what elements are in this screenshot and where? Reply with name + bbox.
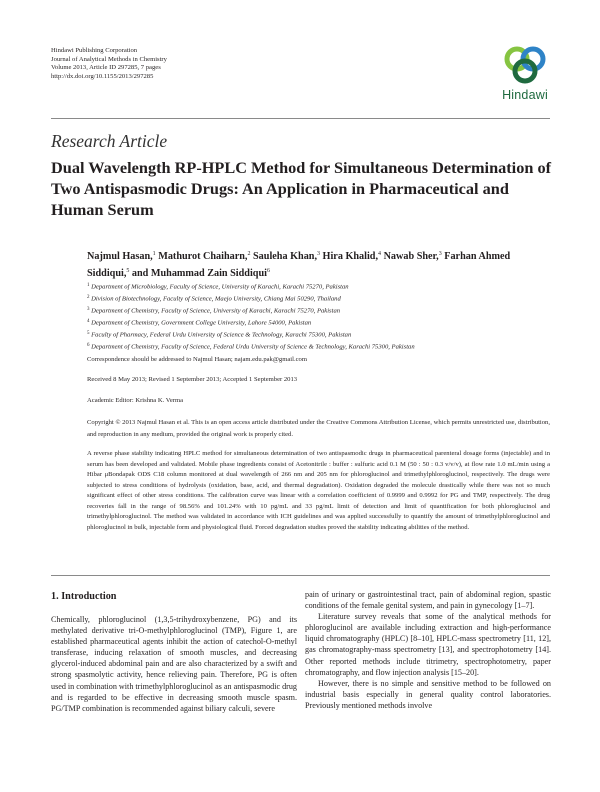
right-column (305, 589, 551, 711)
author-affiliation-mark: 5 (126, 268, 130, 274)
affiliation-item (87, 317, 552, 329)
volume-info: Volume 2013, Article ID 297285, 7 pages (51, 64, 161, 72)
hindawi-logo (497, 45, 553, 102)
left-column (51, 614, 297, 714)
author-affiliation-mark: 4 (378, 251, 382, 257)
header-divider (51, 118, 550, 119)
author-name: Farhan Ahmed Siddiqui, (87, 251, 511, 279)
doi-link[interactable]: http://dx.doi.org/10.1155/2013/297285 (51, 72, 154, 80)
paragraph: However, there is no simple and sensitive method to be followed on industrial basis especially in general quality control laboratories. Previously mentioned methods involve (305, 678, 551, 710)
affiliation-number: 2 (87, 295, 90, 301)
author-affiliation-mark: 3 (438, 251, 442, 257)
affiliation-number: 3 (87, 307, 90, 313)
affiliation-item (87, 281, 552, 293)
author-name: Sauleha Khan, (253, 251, 317, 262)
affiliation-item (87, 329, 552, 341)
author-affiliation-mark: 6 (266, 268, 270, 274)
copyright-notice: Copyright © 2013 Najmul Hasan et al. This is an open access article distributed under the Creative Commons Attribution License, which permits unrestricted use, distribution, and reproduction in any medium, provided the original work is properly cited. (87, 419, 550, 438)
article-dates: Received 8 May 2013; Revised 1 September 2013; Accepted 1 September 2013 (87, 376, 298, 383)
affiliation-item (87, 293, 552, 305)
affiliation-number: 4 (87, 319, 90, 325)
affiliation-list (87, 281, 552, 354)
abstract: A reverse phase stability indicating HPLC method for simultaneous determination of two antispasmodic drugs in pharmaceutical parenteral dosage forms (injectable) and in serum has been developed and validated. Mobile phase ingredients consist of Acetonitrile : buffer : sulfuric acid 0.1 M (50 : 50 : 0.3 v/v/v), at flow rate 1.0 mL/min using a Hibar μBondapak ODS C18 column monitored at dual wavelength of 266 nm and 205 nm for phloroglucinol and trimethylphloroglucinol, respectively. The drugs were subjected to stress conditions of hydrolysis (oxidation, base, acid, and thermal degradation). Oxidation degraded the molecule drastically while there was not so much significant effect of other stress conditions. The calibration curve was linear with a correlation coefficient of 0.9999 and 0.9992 for PG and TMP, respectively. The drug recoveries fall in the range of 98.56% and 101.24% with 10 pg/mL and 33 pg/mL limit of detection and limit of quantification for both phloroglucinol and trimethylphloroglucinol. The method was validated in accordance with ICH guidelines and was applied successfully to quantify the amount of trimethylphloroglucinol and phloroglucinol in bulk, injectable form and physiological fluid. Forced degradation studies proved the stability indicating abilities of the method. (87, 450, 550, 531)
hindawi-logo-icon (502, 45, 548, 85)
journal-header (51, 47, 167, 81)
author-affiliation-mark: 3 (317, 251, 320, 257)
author-affiliation-mark: 1 (152, 251, 156, 257)
author-name: Mathurot Chaiharn, (158, 251, 248, 262)
affiliation-text: Department of Microbiology, Faculty of Science, University of Karachi, Karachi 75270, Pakistan (91, 283, 349, 291)
article-title: Dual Wavelength RP-HPLC Method for Simultaneous Determination of Two Antispasmodic Drugs: An Application in Pharmaceutical and Human Serum (51, 158, 552, 219)
correspondence: Correspondence should be addressed to Najmul Hasan; najam.edu.pak@gmail.com (87, 356, 307, 363)
affiliation-text: Division of Biotechnology, Faculty of Science, Maejo University, Chiang Mai 50290, Thailand (91, 295, 341, 303)
author-affiliation-mark: 2 (247, 251, 251, 257)
abstract-divider (51, 575, 550, 576)
affiliation-number: 6 (87, 343, 90, 349)
author-name: Nawab Sher, (383, 251, 439, 262)
author-name: and Muhammad Zain Siddiqui (131, 268, 267, 279)
author-list (87, 247, 547, 281)
logo-wordmark: Hindawi (502, 88, 548, 102)
affiliation-text: Department of Chemistry, Government College University, Lahore 54000, Pakistan (91, 319, 312, 327)
paragraph: Chemically, phloroglucinol (1,3,5-trihydroxybenzene, PG) and its methylated derivative tri-O-methylphloroglucinol (TMP), Figure 1, are established pharmaceutical agents inhibit the action of catechol-O-methyl transferase, inducing relaxation of smooth muscles, and decreasing glycerol-induced abdominal pain and are also characterized by a swift and strong spasmolytic activity, hence relieving pain. Therefore, PG is often used in combination with trimethylphloroglucinol as an antispasmodic drug and is regarded to be effective in decreasing smooth muscle spasm. PG/TMP combination is recommended against biliary calculi, severe (51, 615, 297, 713)
affiliation-number: 5 (87, 331, 90, 337)
publisher-name: Hindawi Publishing Corporation (51, 47, 138, 54)
affiliation-text: Department of Chemistry, Faculty of Science, Federal Urdu University of Science & Technology, Karachi 75300, Pakistan (91, 343, 415, 351)
paragraph: Literature survey reveals that some of the analytical methods for phloroglucinol are available including extraction and high-performance liquid chromatography (HPLC) [8–10], HPLC-mass spectrometry [11, 12], gas chromatography-mass spectrometry [13], and spectrophotometry [14]. Other reported methods include titrimetry, spectrophotometry, paper chromatography, and flow injection analysis [15–20]. (305, 612, 551, 677)
author-name: Najmul Hasan, (87, 251, 153, 262)
affiliation-item (87, 341, 552, 353)
journal-name: Journal of Analytical Methods in Chemistry (51, 55, 167, 63)
affiliation-number: 1 (87, 283, 90, 288)
academic-editor: Academic Editor: Krishna K. Verma (87, 397, 184, 404)
affiliation-item (87, 305, 552, 317)
affiliation-text: Faculty of Pharmacy, Federal Urdu University of Science & Technology, Karachi 75300, Pakistan (91, 331, 352, 339)
section-heading: 1. Introduction (51, 591, 117, 602)
paragraph: pain of urinary or gastrointestinal tract, pain of abdominal region, spastic conditions of the female genital system, and pain in gynecology [1–7]. (305, 590, 551, 611)
author-name: Hira Khalid, (322, 251, 379, 262)
affiliation-text: Department of Chemistry, Faculty of Science, University of Karachi, Karachi 75270, Pakistan (91, 307, 341, 315)
article-type: Research Article (51, 131, 168, 151)
